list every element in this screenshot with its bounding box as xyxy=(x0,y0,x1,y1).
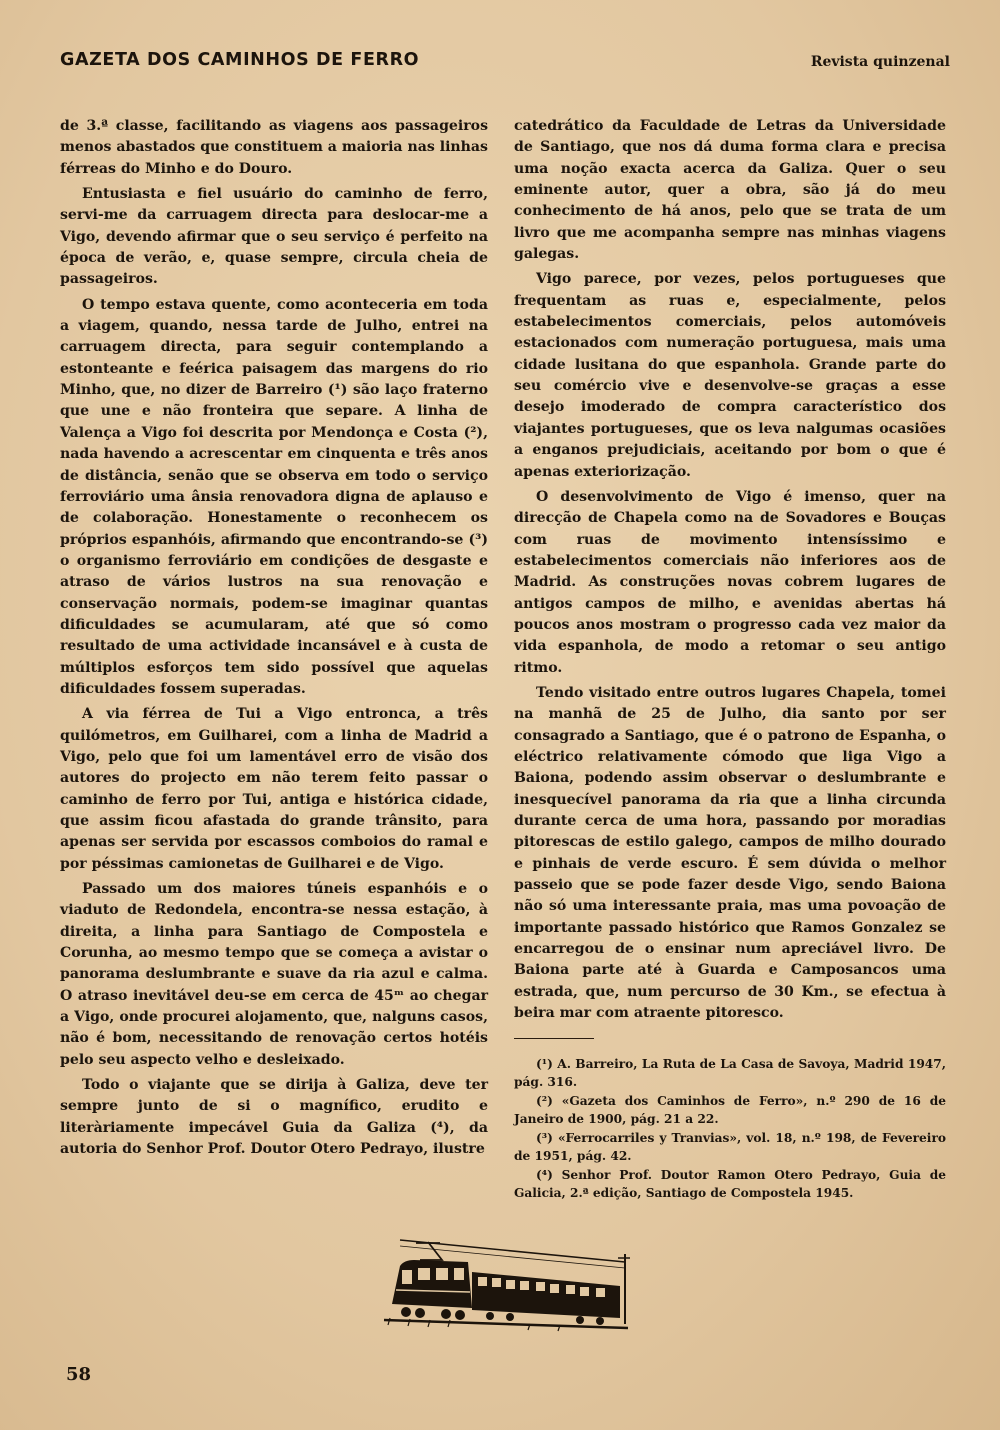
footnotes xyxy=(514,1055,946,1202)
footnote: (²) «Gazeta dos Caminhos de Ferro», n.º 290 de 16 de Janeiro de 1900, pág. 21 a 22. xyxy=(514,1094,946,1127)
paragraph: A via férrea de Tui a Vigo entronca, a três quilómetros, em Guilharei, com a linha de Madrid a Vigo, pelo que foi um lamentável erro de visão dos autores do projecto em não terem feito passar o caminho de ferro por Tui, antiga e histórica cidade, que assim ficou afastada do grande trânsito, para apenas ser servida por escassos comboios do ramal e por péssimas camionetas de Guilharei e de Vigo. xyxy=(60,706,488,872)
paragraph: Passado um dos maiores túneis espanhóis e o viaduto de Redondela, encontra-se nessa estação, à direita, a linha para Santiago de Compostela e Corunha, ao mesmo tempo que se começa a avistar o panorama deslumbrante e suave da ria azul e calma. O atraso inevitável deu-se em cerca de 45ᵐ ao chegar a Vigo, onde procurei alojamento, que, nalguns casos, não é bom, necessitando de renovação certos hotéis pelo seu aspecto velho e desleixado. xyxy=(60,881,488,1068)
paragraph: de 3.ª classe, facilitando as viagens aos passageiros menos abastados que constituem a maioria nas linhas férreas do Minho e do Douro. xyxy=(60,118,488,177)
electric-train-icon xyxy=(380,1232,630,1332)
footnote: (¹) A. Barreiro, La Ruta de La Casa de Savoya, Madrid 1947, pág. 316. xyxy=(514,1057,946,1090)
paragraph: Tendo visitado entre outros lugares Chapela, tomei na manhã de 25 de Julho, dia santo por ser consagrado a Santiago, que é o patrono de Espanha, o eléctrico relativamente cómodo que liga Vigo a Baiona, podendo assim observar o deslumbrante e inesquecível panorama da ria que a linha circunda durante cerca de uma hora, passando por moradias pitorescas de estilo galego, campos de milho dourado e pinhais de verde escuro. É sem dúvida o melhor passeio que se pode fazer desde Vigo, sendo Baiona não só uma interessante praia, mas uma povoação de importante passado histórico que Ramos Gonzalez se encarregou de o ensinar num apreciável livro. De Baiona parte até à Guarda e Camposancos uma estrada, que, num percurso de 30 Km., se efectua à beira mar com atraente pitoresco. xyxy=(514,684,946,1022)
footnote: (⁴) Senhor Prof. Doutor Ramon Otero Pedrayo, Guia de Galicia, 2.ª edição, Santiago de Compostela 1945. xyxy=(514,1168,946,1201)
footnote-divider xyxy=(514,1038,594,1039)
paragraph: Entusiasta e fiel usuário do caminho de ferro, servi-me da carruagem directa para deslocar-me a Vigo, devendo afirmar que o seu serviço é perfeito na época de verão, e, quase sempre, circula cheia de passageiros. xyxy=(60,186,488,288)
right-column xyxy=(514,116,946,1203)
journal-subtitle: Revista quinzenal xyxy=(810,54,950,70)
paragraph: Vigo parece, por vezes, pelos portugueses que frequentam as ruas e, especialmente, pelos estabelecimentos comerciais, pelos automóveis estacionados com numeração portuguesa, mais uma cidade lusitana do que espanhola. Grande parte do seu comércio vive e desenvolve-se graças a esse desejo imoderado de compra característico dos viajantes portugueses, que os leva nalgumas ocasiões a enganos prejudiciais, aceitando por bom o que é apenas exteriorização. xyxy=(514,271,946,480)
paragraph: Todo o viajante que se dirija à Galiza, deve ter sempre junto de si o magnífico, erudito e literàriamente impecável Guia da Galiza (⁴), da autoria do Senhor Prof. Doutor Otero Pedrayo, ilustre xyxy=(60,1077,488,1158)
journal-title: GAZETA DOS CAMINHOS DE FERRO xyxy=(60,50,420,70)
left-column xyxy=(60,116,488,1165)
paragraph: O desenvolvimento de Vigo é imenso, quer na direcção de Chapela como na de Sovadores e Bouças com ruas de movimento intensíssimo e estabelecimentos comerciais não inferiores aos de Madrid. As construções novas cobrem lugares de antigos campos de milho, e avenidas abertas há poucos anos mostram o progresso cada vez maior da vida espanhola, de modo a retomar o seu antigo ritmo. xyxy=(514,488,946,676)
paragraph: O tempo estava quente, como aconteceria em toda a viagem, quando, nessa tarde de Julho, entrei na carruagem directa, para seguir contemplando a estonteante e feérica paisagem das margens do rio Minho, que, no dizer de Barreiro (¹) são laço fraterno que une e não fronteira que separe. A linha de Valença a Vigo foi descrita por Mendonça e Costa (²), nada havendo a acrescentar em cinquenta e três anos de distância, senão que se observa em todo o serviço ferroviário uma ânsia renovadora digna de aplauso e de colaboração. Honestamente o reconhecem os próprios espanhóis, afirmando que encontrando-se (³) o organismo ferroviário em condições de desgaste e atraso de vários lustros na sua renovação e conservação normais, podem-se imaginar quantas dificuldades se acumularam, até que só como resultado de uma actividade incansável e à custa de múltiplos esforços tem sido possível que aquelas dificuldades fossem superadas. xyxy=(60,296,488,697)
footnote: (³) «Ferrocarriles y Tranvias», vol. 18, n.º 198, de Fevereiro de 1951, pág. 42. xyxy=(514,1131,946,1164)
paragraph: catedrático da Faculdade de Letras da Universidade de Santiago, que nos dá duma forma clara e precisa uma noção exacta acerca da Galiza. Quer o seu eminente autor, quer a obra, são já do meu conhecimento de há anos, pelo que se trata de um livro que me acompanha sempre nas minhas viagens galegas. xyxy=(514,118,946,263)
page-number: 58 xyxy=(66,1364,92,1385)
page-header xyxy=(60,46,950,82)
